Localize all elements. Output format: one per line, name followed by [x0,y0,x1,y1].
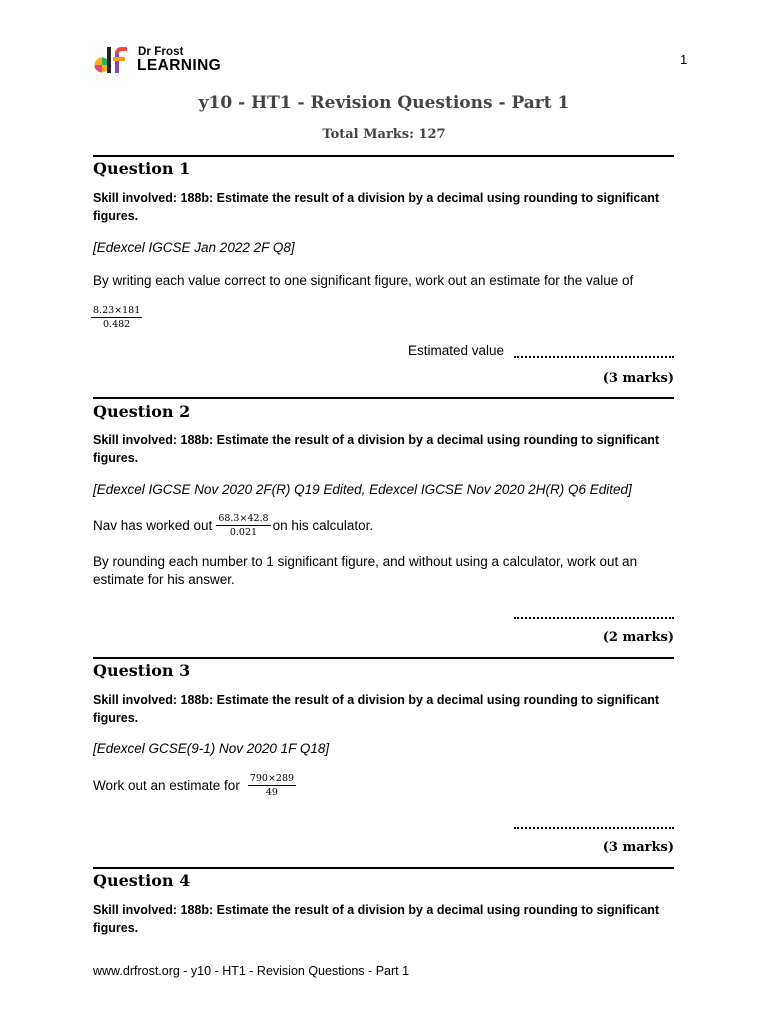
question-1-answer-row [408,343,674,358]
question-1-source: [Edexcel IGCSE Jan 2022 2F Q8] [93,240,295,255]
logo-text-learning: LEARNING [137,57,222,74]
question-2-heading: Question 2 [93,402,191,421]
answer-line[interactable] [514,815,674,829]
question-2-fraction [216,513,270,538]
answer-line[interactable] [514,605,674,619]
question-3-heading: Question 3 [93,661,191,680]
page-number: 1 [680,52,688,67]
text-before-fraction: Nav has worked out [93,517,213,533]
document-title: y10 - HT1 - Revision Questions - Part 1 [198,93,570,113]
question-4-skill: Skill involved: 188b: Estimate the result of a division by a decimal using rounding to significant figures. [93,903,660,935]
text-before-fraction: Work out an estimate for [93,777,240,793]
question-3-skill: Skill involved: 188b: Estimate the result of a division by a decimal using rounding to significant figures. [93,693,660,725]
question-divider [93,155,674,157]
question-2-instruction: By rounding each number to 1 significant figure, and without using a calculator, work out an estimate for his answer. [93,554,638,587]
question-2-marks: (2 marks) [602,630,674,645]
question-2-skill: Skill involved: 188b: Estimate the result of a division by a decimal using rounding to significant figures. [93,433,660,465]
question-2-text [93,513,683,538]
question-1-skill: Skill involved: 188b: Estimate the result of a division by a decimal using rounding to significant figures. [93,191,660,223]
question-divider [93,867,674,869]
text-after-fraction: on his calculator. [272,517,374,533]
total-marks: Total Marks: 127 [322,127,446,142]
question-3-source: [Edexcel GCSE(9-1) Nov 2020 1F Q18] [93,741,330,756]
drfrost-logo-mark-icon [94,44,130,76]
question-2-answer-row [514,605,674,619]
question-divider [93,657,674,659]
question-3-text [93,773,683,798]
question-1-text: By writing each value correct to one significant figure, work out an estimate for the value of [93,273,634,288]
question-3-fraction [248,773,296,798]
answer-label: Estimated value [407,343,504,358]
fraction-numerator: 68.3×42.8 [218,513,269,524]
logo-text-dr-frost: Dr Frost [138,46,184,58]
page-footer[interactable]: www.drfrost.org - y10 - HT1 - Revision Questions - Part 1 [93,964,410,978]
question-3-marks: (3 marks) [602,840,674,855]
fraction-denominator: 0.482 [103,319,131,330]
question-1-fraction [91,305,142,330]
fraction-numerator: 8.23×181 [93,305,141,316]
answer-line[interactable] [514,344,674,358]
question-divider [93,397,674,399]
fraction-denominator: 0.021 [229,527,258,538]
fraction-denominator: 49 [265,787,278,798]
question-2-source: [Edexcel IGCSE Nov 2020 2F(R) Q19 Edited, Edexcel IGCSE Nov 2020 2H(R) Q6 Edited] [93,482,632,497]
question-1-marks: (3 marks) [602,371,674,386]
question-1-heading: Question 1 [93,159,191,178]
fraction-numerator: 790×289 [249,773,295,784]
question-3-answer-row [514,815,674,829]
question-4-heading: Question 4 [93,871,191,890]
